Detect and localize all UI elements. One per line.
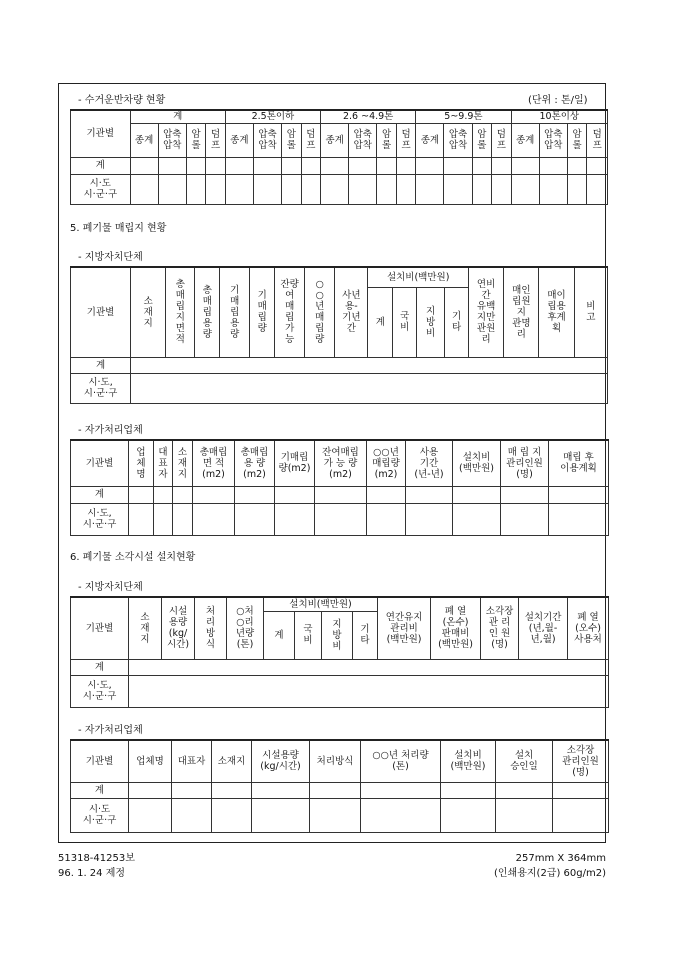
data-cell — [275, 486, 315, 503]
column-header: 지 방 비 — [417, 287, 445, 357]
data-cell — [361, 798, 441, 832]
column-header: 매이 립용 후계 획 — [539, 267, 574, 357]
column-header: 암 롤 — [567, 123, 586, 157]
org-header: 기관별 — [71, 597, 129, 659]
column-header: 잔여매립 가 능 량 (m2) — [315, 440, 367, 486]
data-cell — [186, 174, 205, 204]
column-header: 국 비 — [393, 287, 417, 357]
column-header: 소 재 지 — [173, 440, 193, 486]
data-cell — [172, 798, 212, 832]
section-title-landfill: 5. 폐기물 매립지 현황 — [70, 223, 167, 234]
column-header: 종계 — [225, 123, 253, 157]
data-cell — [130, 157, 158, 174]
data-cell — [275, 503, 315, 535]
column-header: 대 표 자 — [154, 440, 173, 486]
data-cell — [193, 503, 235, 535]
column-header: 종계 — [321, 123, 349, 157]
data-cell — [501, 486, 549, 503]
incinerator-local-table — [70, 596, 609, 708]
column-header: 덤 프 — [206, 123, 225, 157]
data-cell — [301, 174, 321, 204]
data-cell — [416, 174, 444, 204]
data-cell — [235, 503, 275, 535]
column-header: ○○년 처리량 (톤) — [361, 740, 441, 782]
data-cell — [225, 157, 253, 174]
row-label-total: 계 — [71, 357, 131, 373]
data-cell — [158, 157, 186, 174]
column-header: 기매립 량(m2) — [275, 440, 315, 486]
column-header: 매 립 지 관리인원 (명) — [501, 440, 549, 486]
incinerator-private-table — [70, 739, 609, 833]
data-cell — [349, 174, 377, 204]
data-cell — [173, 486, 193, 503]
column-header: 압축 압착 — [158, 123, 186, 157]
row-label-local: 시·도 시·군·구 — [71, 174, 131, 204]
column-header: 비 고 — [574, 267, 607, 357]
data-cell — [492, 157, 512, 174]
section-title-incinerator: 6. 폐기물 소각시설 설치현황 — [70, 552, 196, 563]
column-header: 업체명 — [129, 740, 172, 782]
column-header: 설치비 (백만원) — [453, 440, 501, 486]
data-cell — [321, 157, 349, 174]
column-header: 기 타 — [353, 611, 378, 659]
data-cell — [193, 486, 235, 503]
unit-label: (단위 : 톤/일) — [528, 95, 588, 106]
column-header: 소재지 — [212, 740, 252, 782]
data-cell — [158, 174, 186, 204]
column-header: ○○년 매립량 (m2) — [367, 440, 406, 486]
data-cell — [441, 782, 496, 798]
data-cell — [539, 174, 567, 204]
org-header: 기관별 — [71, 440, 129, 486]
form-date: 96. 1. 24 제정 — [58, 868, 126, 879]
column-header: 설치기간 (년,월- 년,월) — [519, 597, 568, 659]
data-cell — [396, 157, 415, 174]
column-header: 국 비 — [295, 611, 322, 659]
row-label-local: 시·도 시·군·구 — [71, 798, 129, 832]
data-cell — [310, 782, 361, 798]
column-header: 계 — [368, 287, 393, 357]
column-header: 매인 립원 지 관명 리 — [504, 267, 539, 357]
column-header: 압축 압착 — [539, 123, 567, 157]
data-cell — [129, 798, 172, 832]
data-cell — [416, 157, 444, 174]
form-code: 51318-41253보 — [58, 853, 135, 864]
row-label-local: 시·도, 시·군·구 — [71, 503, 129, 535]
column-header: 계 — [264, 611, 295, 659]
column-header: 종계 — [130, 123, 158, 157]
data-cell — [154, 486, 173, 503]
group-header-install-cost: 설치비(백만원) — [264, 597, 378, 611]
data-cell — [496, 782, 553, 798]
row-label-total: 계 — [71, 157, 131, 174]
data-cell — [252, 798, 310, 832]
column-header: 설치 승인일 — [496, 740, 553, 782]
data-cell — [453, 503, 501, 535]
column-header: 시설용량 (kg/시간) — [252, 740, 310, 782]
data-cell — [129, 782, 172, 798]
data-cell — [173, 503, 193, 535]
data-cell — [567, 157, 586, 174]
column-header: 종계 — [416, 123, 444, 157]
group-header: 2.6 ~4.9톤 — [321, 110, 416, 123]
row-label-total: 계 — [71, 659, 129, 675]
column-header: 소각장 관 리 인 원 (명) — [481, 597, 519, 659]
column-header: 사년 용- 기년 간 — [335, 267, 368, 357]
column-header: 암 롤 — [377, 123, 396, 157]
data-cell — [310, 798, 361, 832]
landfill-private-table — [70, 439, 609, 536]
data-cell — [377, 157, 396, 174]
column-header: 소 재 지 — [131, 267, 166, 357]
data-cell — [511, 157, 539, 174]
column-header: 기 타 — [445, 287, 469, 357]
column-header: ○처 ○리 년량 (톤) — [227, 597, 264, 659]
subsection-local-gov: - 지방자치단체 — [78, 582, 143, 593]
data-cell — [367, 486, 406, 503]
column-header: 압축 압착 — [349, 123, 377, 157]
column-header: 덤 프 — [492, 123, 512, 157]
group-header: 10톤이상 — [511, 110, 607, 123]
subsection-private: - 자가처리업체 — [78, 725, 143, 736]
data-cell — [282, 157, 301, 174]
column-header: 덤 프 — [396, 123, 415, 157]
org-header: 기관별 — [71, 740, 129, 782]
org-header: 기관별 — [71, 267, 131, 357]
column-header: 사용 기간 (년-년) — [406, 440, 453, 486]
column-header: 덤 프 — [587, 123, 608, 157]
column-header: 폐 열 (오수) 사용처 — [568, 597, 609, 659]
data-cell — [492, 174, 512, 204]
data-cell — [253, 174, 281, 204]
data-cell — [587, 157, 608, 174]
data-cell — [549, 486, 609, 503]
data-cell — [235, 486, 275, 503]
paper-spec: (인쇄용지(2급) 60g/m2) — [494, 868, 606, 879]
column-header: 폐 열 (온수) 판매비 (백만원) — [431, 597, 481, 659]
data-cell — [441, 798, 496, 832]
data-cell — [496, 798, 553, 832]
column-header: 매립 후 이용계획 — [549, 440, 609, 486]
data-cell — [444, 174, 472, 204]
column-header: ○ ○ 년 매 립 량 — [305, 267, 335, 357]
landfill-local-table — [70, 266, 608, 404]
column-header: 처리방식 — [310, 740, 361, 782]
data-cell — [154, 503, 173, 535]
column-header: 총 매 립 지 면 적 — [166, 267, 195, 357]
subsection-local-gov: - 지방자치단체 — [78, 252, 143, 263]
column-header: 총매립 면 적 (m2) — [193, 440, 235, 486]
data-cell — [129, 503, 154, 535]
data-cell — [587, 174, 608, 204]
org-header: 기관별 — [71, 110, 131, 157]
data-cell — [321, 174, 349, 204]
group-header: 5~9.9톤 — [416, 110, 511, 123]
vehicle-table — [70, 109, 608, 205]
data-cell — [186, 157, 205, 174]
column-header: 설치비 (백만원) — [441, 740, 496, 782]
column-header: 연간유지 관리비 (백만원) — [378, 597, 431, 659]
data-cell — [253, 157, 281, 174]
column-header: 암 롤 — [282, 123, 301, 157]
column-header: 기 매 립 용 량 — [220, 267, 250, 357]
data-cell — [349, 157, 377, 174]
column-header: 소 재 지 — [129, 597, 162, 659]
column-header: 압축 압착 — [444, 123, 472, 157]
data-cell — [406, 486, 453, 503]
paper-size: 257mm X 364mm — [515, 853, 606, 864]
data-cell — [472, 174, 491, 204]
data-cell — [206, 174, 225, 204]
data-cell — [367, 503, 406, 535]
column-header: 암 롤 — [186, 123, 205, 157]
data-cell — [172, 782, 212, 798]
data-cell — [315, 486, 367, 503]
column-header: 압축 압착 — [253, 123, 281, 157]
data-cell — [444, 157, 472, 174]
column-header: 종계 — [511, 123, 539, 157]
column-header: 업 체 명 — [129, 440, 154, 486]
subsection-private: - 자가처리업체 — [78, 425, 143, 436]
column-header: 총매립 용 량 (m2) — [235, 440, 275, 486]
group-header-install-cost: 설치비(백만원) — [368, 267, 469, 287]
data-cell — [567, 174, 586, 204]
column-header: 시설 용량 (kg/ 시간) — [162, 597, 195, 659]
data-cell — [252, 782, 310, 798]
data-cell — [282, 174, 301, 204]
column-header: 기 매 립 량 — [250, 267, 275, 357]
data-cell — [453, 486, 501, 503]
row-label-total: 계 — [71, 486, 129, 503]
data-cell — [396, 174, 415, 204]
data-cell — [206, 157, 225, 174]
column-header: 잔량 여 매 립 가 능 — [275, 267, 305, 357]
column-header: 총 매 립 용 량 — [195, 267, 220, 357]
data-cell — [129, 486, 154, 503]
data-cell — [361, 782, 441, 798]
data-cell — [501, 503, 549, 535]
data-cell — [212, 798, 252, 832]
column-header: 소각장 관리인원 (명) — [553, 740, 609, 782]
group-header: 계 — [130, 110, 225, 123]
row-label-total: 계 — [71, 782, 129, 798]
data-cell — [472, 157, 491, 174]
data-cell — [301, 157, 321, 174]
column-header: 처 리 방 식 — [195, 597, 227, 659]
data-cell — [130, 174, 158, 204]
data-cell — [553, 798, 609, 832]
data-cell — [549, 503, 609, 535]
column-header: 지 방 비 — [322, 611, 353, 659]
group-header: 2.5톤이하 — [225, 110, 320, 123]
data-cell — [511, 174, 539, 204]
data-cell — [212, 782, 252, 798]
data-cell — [377, 174, 396, 204]
data-cell — [406, 503, 453, 535]
column-header: 암 롤 — [472, 123, 491, 157]
data-cell — [539, 157, 567, 174]
section-title-vehicles: - 수거운반차량 현황 — [78, 95, 166, 106]
column-header: 대표자 — [172, 740, 212, 782]
row-label-local: 시·도, 시·군·구 — [71, 675, 129, 707]
data-cell — [553, 782, 609, 798]
data-cell — [225, 174, 253, 204]
data-cell — [315, 503, 367, 535]
column-header: 덤 프 — [301, 123, 321, 157]
column-header: 연비 간 유백 지만 관원 리 — [468, 267, 503, 357]
row-label-local: 시·도, 시·군·구 — [71, 373, 131, 403]
